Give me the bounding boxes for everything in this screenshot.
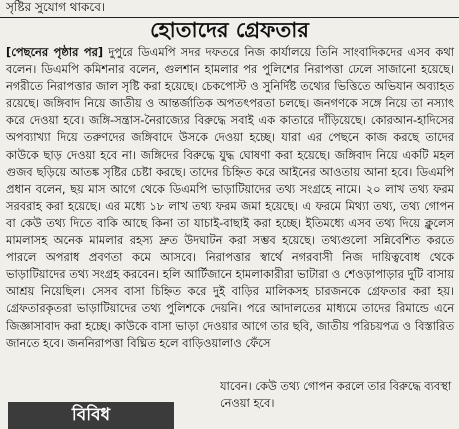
article-text: দুপুরে ডিএমপি সদর দফতরে নিজ কার্যালয়ে তিনি সাংবাদিকদের এসব কথা বলেন। ডিএমপি কমিশনার বলেন, গুলশান হামলার পর পুলিশের নিরাপত্তা ঢেলে সাজানো হয়েছে। নগরীতে নিরাপত্তার জাল সৃষ্টি করা হয়েছে। চেকপোস্ট ও সুনির্দিষ্ট তথ্যের ভিত্তিতে অভিযান অব্যাহত রয়েছে। জঙ্গিবাদ নিয়ে জাতীয় ও আন্তর্জাতিক অপতৎপরতা চলছে। জনগণকে সঙ্গে নিয়ে তা নস্যাৎ করে দেওয়া হবে। জঙ্গি-সন্ত্রাস-নৈরাজ্যের বিরুদ্ধে সবাই এক কাতারে দাঁড়িয়েছে। কোরআন-হাদিসের অপব্যাখ্যা দিয়ে তরুণদের জঙ্গিবাদে উসকে দেওয়া হচ্ছে। যারা এর পেছনে কাজ করছে তাদের কাউকে ছাড় দেওয়া হবে না। জঙ্গিদের বিরুদ্ধে যুদ্ধ ঘোষণা করা হয়েছে। জঙ্গিবাদ নিয়ে একটি মহল গুজব ছড়িয়ে আতঙ্ক সৃষ্টির চেষ্টা করছে। তাদের চিহ্নিত করে আইনের আওতায় আনা হবে। ডিএমপি প্রধান বলেন, ছয় মাস আগে থেকে ডিএমপি ভাড়াটিয়াদের তথ্য সংগ্রহে নামে। ২০ লাখ তথ্য ফরম সরবরাহ করা হয়েছে। এর মধ্যে ১৮ লাখ তথ্য ফরম জমা হয়েছে। এ ফরমে মিথ্যা তথ্য, তথ্য গোপন বা কেউ তথ্য দিতে বাকি আছে কিনা তা যাচাই-বাছাই করা হচ্ছে। ইতিমধ্যে এসব তথ্য দিয়ে ক্লুলেস মামলাসহ অনেক মামলার রহস্য দ্রুত উদঘাটন করা সম্ভব হয়েছে। তথ্যগুলো সন্নিবেশিত করতে পারলে অপরাধ প্রবণতা কমে আসবে। নিরাপত্তার স্বার্থে নগরবাসী নিজ দায়িত্ববোধ থেকে ভাড়াটিয়াদের তথ্য সংগ্রহ করবেন। হলি আর্টিজানে হামলাকারীরা ভাটারা ও শেওড়াপাড়ার দুটি বাসায় আশ্রয় নিয়েছিল। সেসব বাসা চিহ্নিত করে দুই বাড়ির মালিকসহ চারজনকে গ্রেফতার করা হয়। গ্রেফতারকৃতরা ভাড়াটিয়াদের তথ্য পুলিশকে দেয়নি। পরে আদালতের মাধ্যমে তাদের রিমান্ডে এনে জিজ্ঞাসাবাদ করা হচ্ছে। কাউকে বাসা ভাড়া দেওয়ার আগে তার ছবি, জাতীয় পরিচয়পত্র ও বিস্তারিত জানতে হবে। জননিরাপত্তা বিঘ্নিত হলে বাড়িওয়ালাও ফেঁসে [6,45,454,350]
section-header-label: বিবিধ [71,405,111,425]
section-header-box [8,402,174,429]
continued-from-tag: [পেছনের পৃষ্ঠার পর] [6,45,104,59]
article-tail: যাবেন। কেউ তথ্য গোপন করলে তার বিরুদ্ধে ব্যবস্থা নেওয়া হবে। [220,379,452,411]
article-body [6,44,454,352]
previous-article-ending: সৃষ্টির সুযোগ থাকবে। [6,0,106,14]
article-paragraph [6,44,454,352]
article-headline: হোতাদের গ্রেফতার [150,17,309,42]
